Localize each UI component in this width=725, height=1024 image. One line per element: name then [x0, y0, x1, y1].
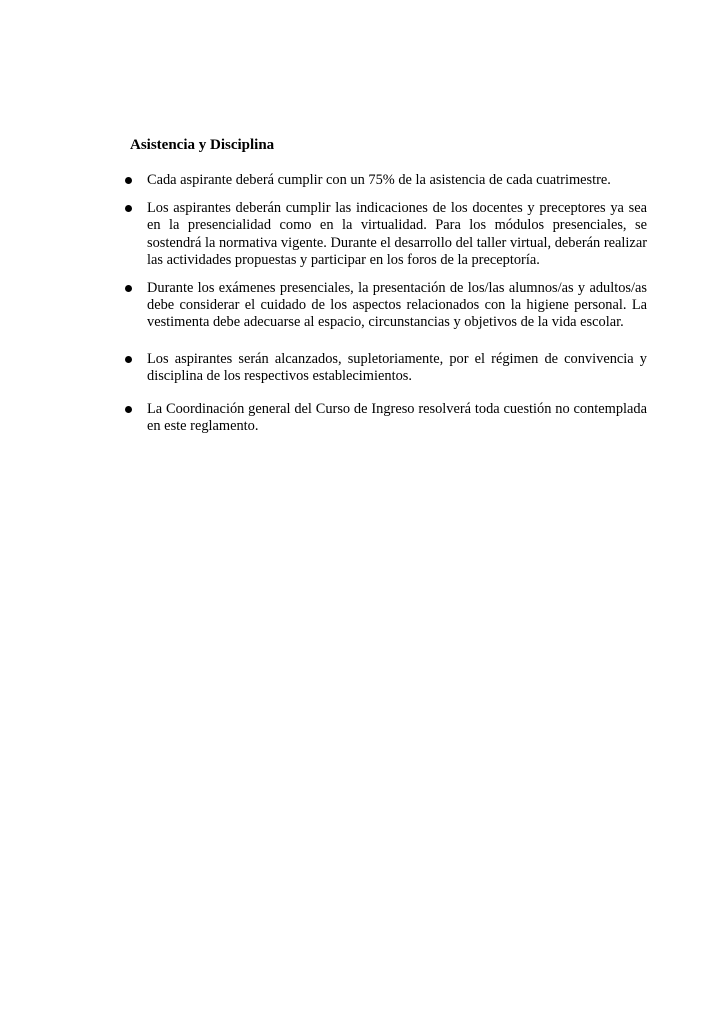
list-item-text: La Coordinación general del Curso de Ingreso resolverá toda cuestión no contemplada en este reglamento.	[147, 401, 647, 435]
bullet-icon	[125, 177, 132, 184]
list-item	[125, 280, 647, 332]
bullet-icon	[125, 205, 132, 212]
list-item-text: Los aspirantes deberán cumplir las indicaciones de los docentes y preceptores ya sea en la presencialidad como en la virtualidad. Para los módulos presenciales, se sostendrá la normativa vigente. Durante el desarrollo del taller virtual, deberán realizar las actividades propuestas y participar en los foros de la preceptoría.	[147, 200, 647, 268]
list-item	[125, 401, 647, 435]
list-item-text: Durante los exámenes presenciales, la presentación de los/las alumnos/as y adultos/as debe considerar el cuidado de los aspectos relacionados con la higiene personal. La vestimenta debe adecuarse al espacio, circunstancias y objetivos de la vida escolar.	[147, 280, 647, 331]
list-item	[125, 351, 647, 385]
bullet-icon	[125, 406, 132, 413]
section-heading: Asistencia y Disciplina	[130, 137, 275, 153]
bullet-icon	[125, 285, 132, 292]
list-item-text: Los aspirantes serán alcanzados, supletoriamente, por el régimen de convivencia y disciplina de los respectivos establecimientos.	[147, 350, 647, 384]
bullet-icon	[125, 356, 132, 363]
rules-list	[125, 172, 647, 435]
list-item-text: Cada aspirante deberá cumplir con un 75% de la asistencia de cada cuatrimestre.	[147, 172, 611, 188]
list-item	[125, 172, 647, 189]
list-item	[125, 200, 647, 269]
